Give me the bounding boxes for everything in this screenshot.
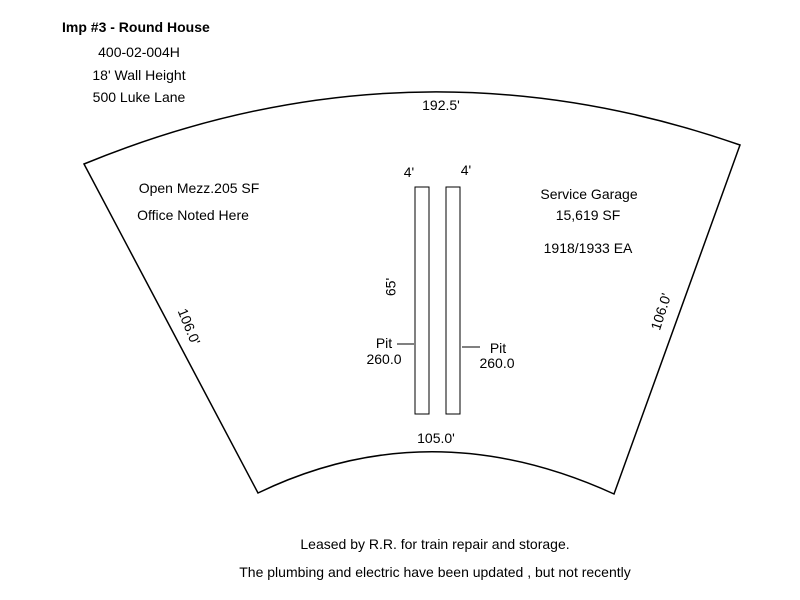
sketch-title: Imp #3 - Round House bbox=[62, 19, 210, 35]
pit-right-value: 260.0 bbox=[479, 355, 515, 371]
pit-left-name: Pit bbox=[375, 335, 393, 351]
pit-right-width: 4' bbox=[460, 162, 472, 178]
dim-top: 192.5' bbox=[422, 97, 460, 113]
dim-left: 106.0' bbox=[174, 306, 204, 347]
building-outline bbox=[84, 89, 740, 494]
pit-left-width: 4' bbox=[403, 164, 415, 180]
area-name: Service Garage bbox=[540, 186, 638, 202]
dim-right: 106.0' bbox=[647, 291, 675, 333]
office-label: Office Noted Here bbox=[137, 207, 249, 223]
dim-bottom: 105.0' bbox=[417, 430, 455, 446]
parcel-number: 400-02-004H bbox=[98, 44, 180, 60]
pit-right bbox=[446, 187, 460, 414]
pit-left-value: 260.0 bbox=[366, 351, 402, 367]
dim-pit-length: 65' bbox=[382, 277, 399, 297]
wall-height: 18' Wall Height bbox=[92, 67, 186, 83]
mezzanine-label: Open Mezz.205 SF bbox=[138, 180, 260, 196]
pit-left bbox=[415, 187, 429, 414]
note-lease: Leased by R.R. for train repair and storage. bbox=[300, 536, 570, 552]
year-built: 1918/1933 EA bbox=[543, 240, 633, 256]
address: 500 Luke Lane bbox=[92, 89, 186, 105]
area-square-feet: 15,619 SF bbox=[555, 207, 621, 223]
note-utilities: The plumbing and electric have been updated , but not recently bbox=[239, 564, 631, 580]
pit-right-name: Pit bbox=[489, 340, 507, 356]
